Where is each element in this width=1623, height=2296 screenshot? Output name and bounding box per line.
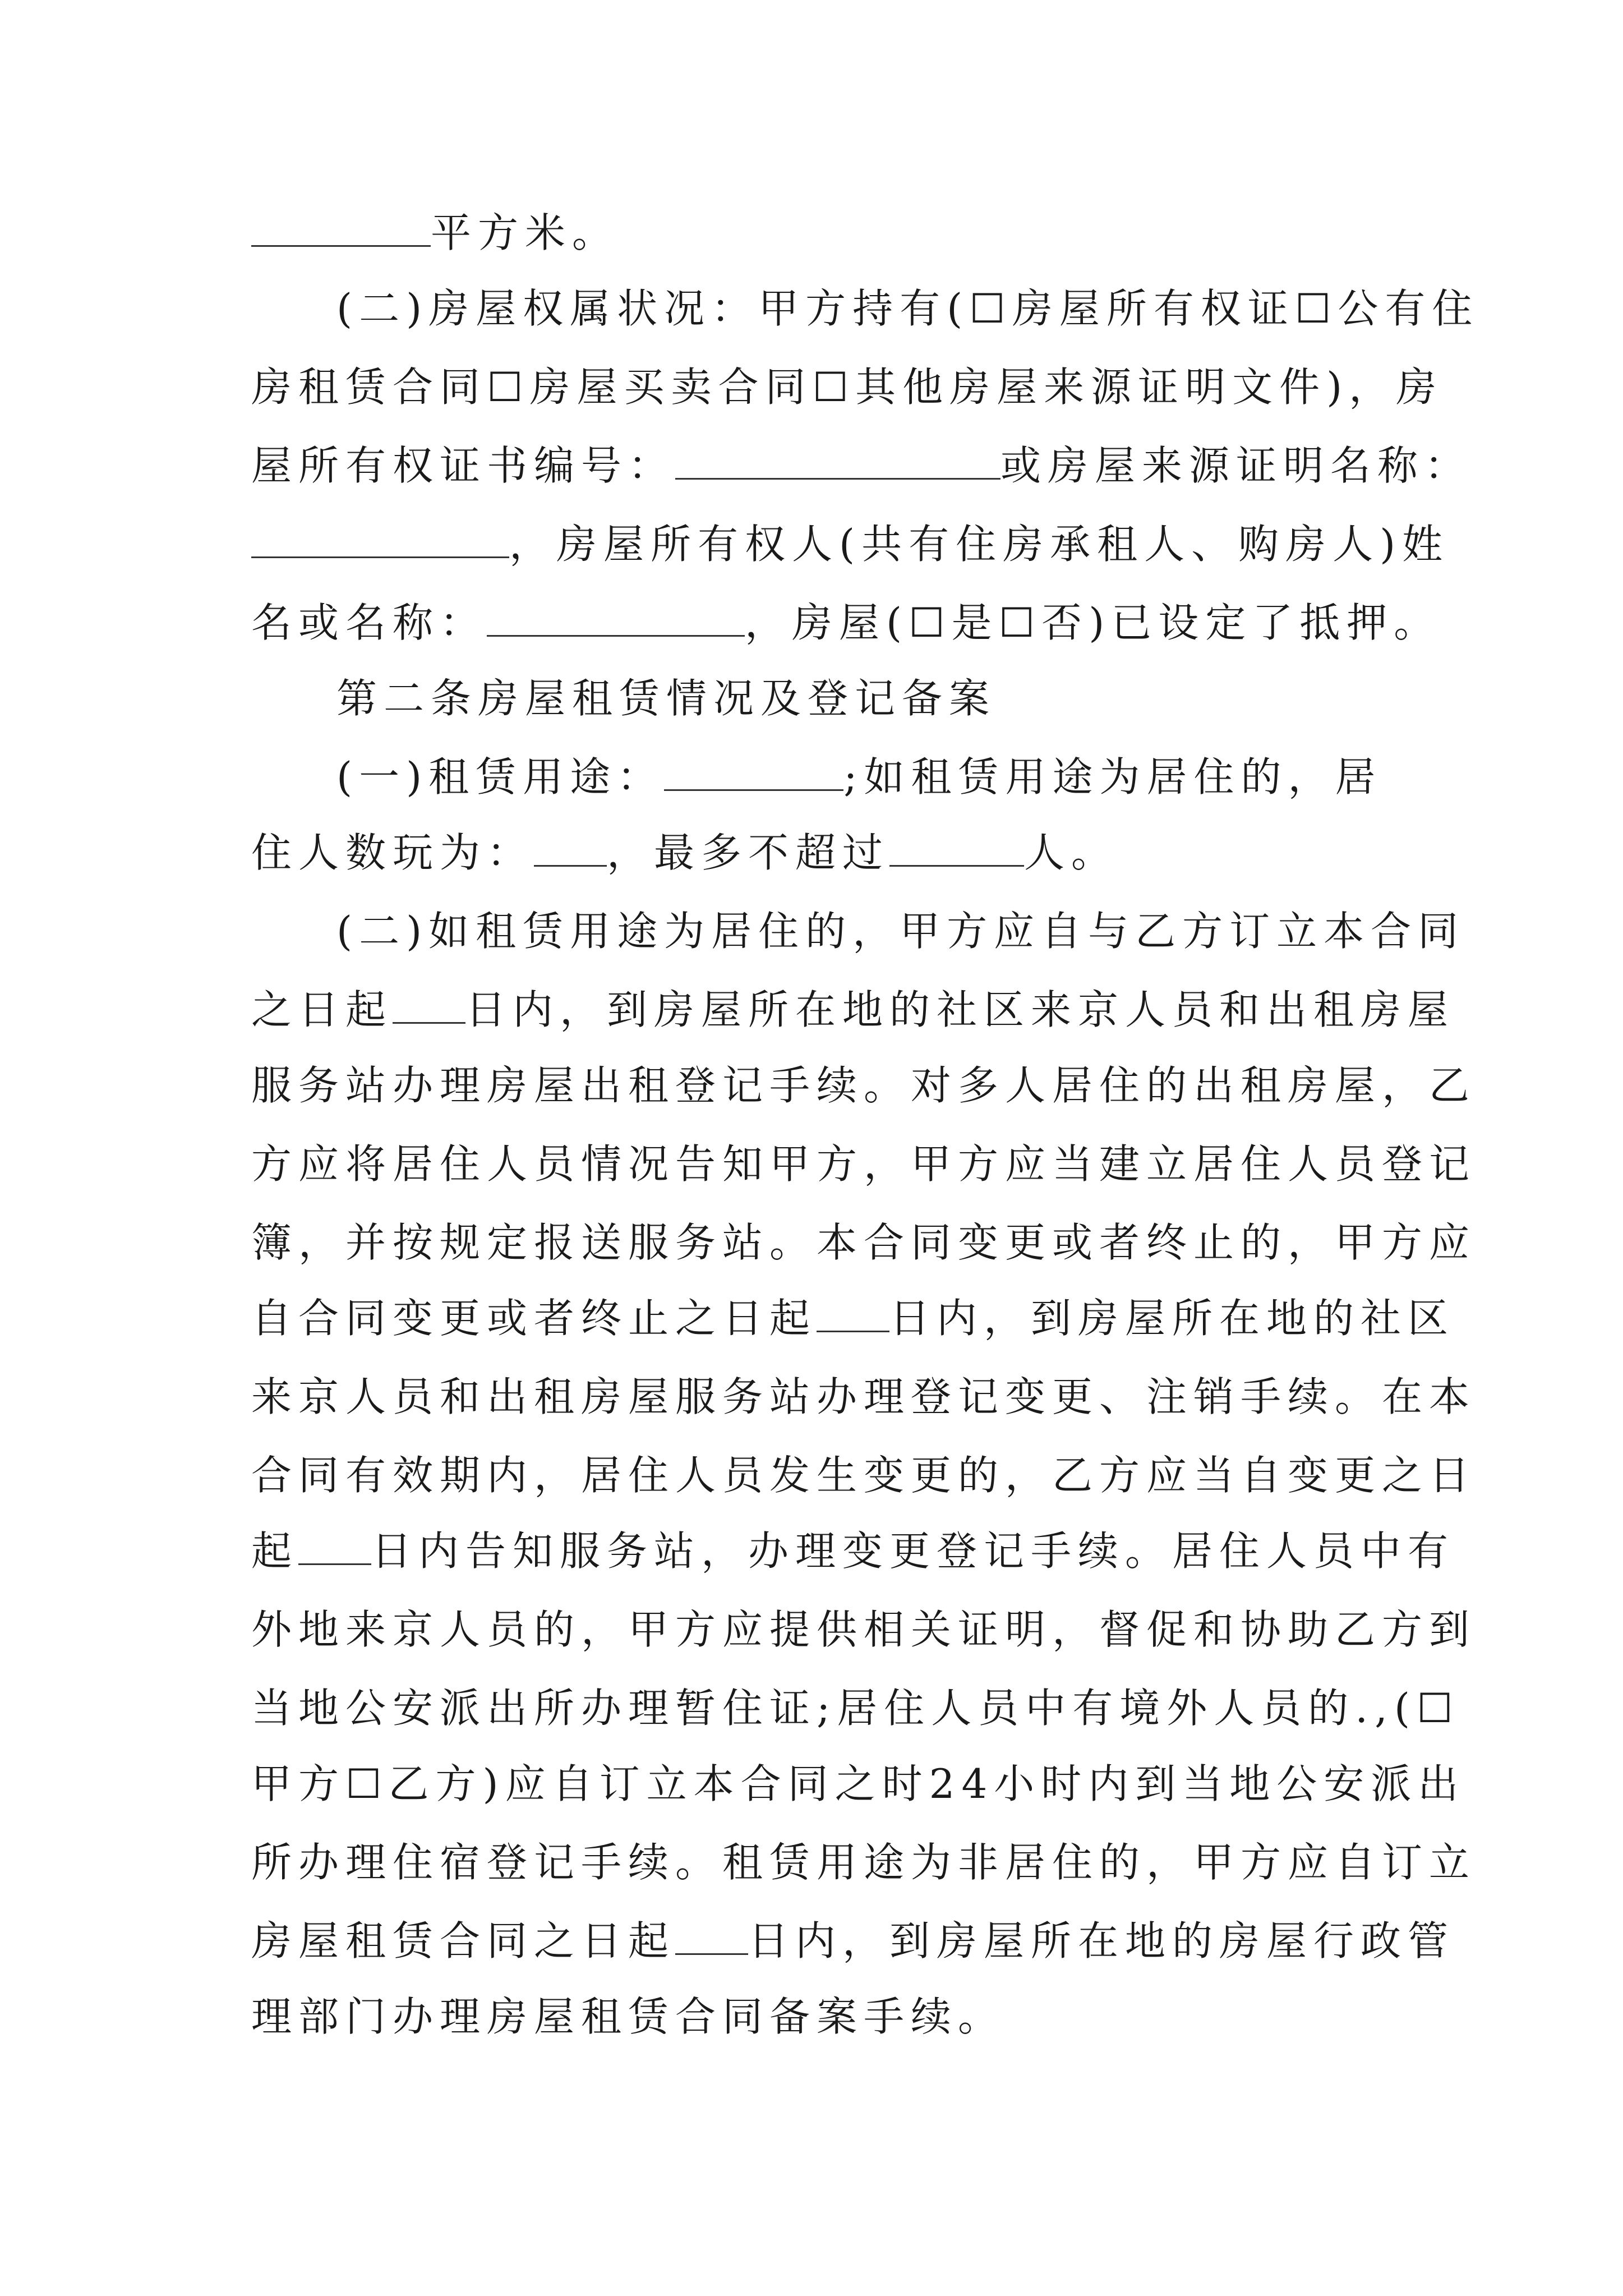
text-line: 之日起 日内，到房屋所在地的社区来京人员和出租房屋 xyxy=(251,982,1455,1038)
fill-blank[interactable] xyxy=(251,205,431,247)
fill-blank[interactable] xyxy=(298,1523,371,1565)
text-line: 自合同变更或者终止之日起 日内，到房屋所在地的社区 xyxy=(251,1290,1455,1346)
text-line: 服务站办理房屋出租登记手续。对多人居住的出租房屋，乙 xyxy=(251,1062,1477,1109)
text-line: ，房屋所有权人(共有住房承租人、购房人)姓 xyxy=(251,516,1449,572)
text-line: (二)如租赁用途为居住的，甲方应自与乙方订立本合同 xyxy=(336,908,1465,955)
text-line: 屋所有权证书编号： 或房屋来源证明名称： xyxy=(251,438,1472,494)
text-line: 甲方☐乙方)应自订立本合同之时24小时内到当地公安派出 xyxy=(251,1760,1465,1807)
section-heading: 第二条房屋租赁情况及登记备案 xyxy=(336,675,997,722)
text-line: 理部门办理房屋租赁合同备案手续。 xyxy=(251,1993,1006,2040)
fill-blank[interactable] xyxy=(817,1290,889,1332)
fill-blank[interactable] xyxy=(664,749,843,791)
text-line: 来京人员和出租房屋服务站办理登记变更、注销手续。在本 xyxy=(251,1373,1477,1420)
text-line: (二)房屋权属状况：甲方持有(☐房屋所有权证☐公有住 xyxy=(336,285,1479,332)
text-line: 房租赁合同☐房屋买卖合同☐其他房屋来源证明文件)，房 xyxy=(251,364,1444,411)
text-line: 外地来京人员的，甲方应提供相关证明，督促和协助乙方到 xyxy=(251,1606,1477,1653)
fill-blank[interactable] xyxy=(675,438,1000,480)
text-line: 簿，并按规定报送服务站。本合同变更或者终止的，甲方应 xyxy=(251,1219,1477,1266)
fill-blank[interactable] xyxy=(534,825,607,867)
fill-blank[interactable] xyxy=(393,982,465,1024)
fill-blank[interactable] xyxy=(487,595,745,637)
text-line: 所办理住宿登记手续。租赁用途为非居住的，甲方应自订立 xyxy=(251,1839,1477,1886)
text-line: 房屋租赁合同之日起 日内，到房屋所在地的房屋行政管 xyxy=(251,1913,1455,1969)
text-line: 平方米。 xyxy=(251,205,619,261)
text-line: 起 日内告知服务站，办理变更登记手续。居住人员中有 xyxy=(251,1523,1455,1579)
text-line: 名或名称： ，房屋(☐是☐否)已设定了抵押。 xyxy=(251,595,1441,651)
text-line: 合同有效期内，居住人员发生变更的，乙方应当自变更之日 xyxy=(251,1452,1477,1499)
text-line: (一)租赁用途： ;如租赁用途为居住的，居 xyxy=(336,749,1382,805)
fill-blank[interactable] xyxy=(251,516,509,558)
fill-blank[interactable] xyxy=(675,1913,748,1955)
text-line: 当地公安派出所办理暂住证;居住人员中有境外人员的.,(☐ xyxy=(251,1685,1460,1732)
text-line: 住人数玩为： ，最多不超过 人。 xyxy=(251,825,1118,881)
fill-blank[interactable] xyxy=(889,825,1024,867)
text-line: 方应将居住人员情况告知甲方，甲方应当建立居住人员登记 xyxy=(251,1140,1477,1188)
